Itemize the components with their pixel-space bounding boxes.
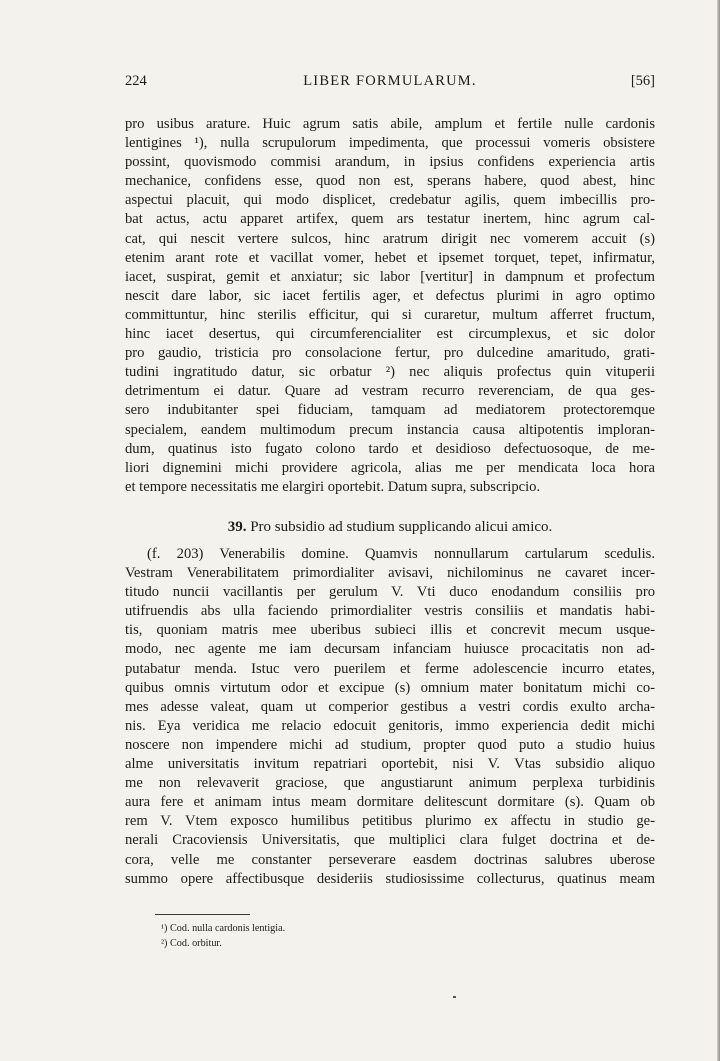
footnote-text: Cod. orbitur.: [170, 937, 222, 949]
text-line: detrimentum ei datur. Quare ad vestram recurro reverenciam, de qua ges-: [125, 383, 655, 400]
text-line: quibus omnis virtutum odor et excipue (s) omnium mater bonitatum michi co-: [125, 679, 655, 696]
text-line: modo, nec agente me iam decursam infanciam huiusce procacitatis non ad-: [125, 641, 655, 658]
text-line: tis, quoniam matris mee uberibus subieci illis et concrevit mecum usque-: [125, 622, 655, 639]
text-line: dum, quatinus isto fugato colono tardo et desidioso defectuosoque, de me-: [125, 440, 655, 457]
text-line: me non relevaverit graciose, que angustiarunt animum perplexa turbidinis: [125, 775, 655, 792]
text-line: possint, quovismodo commisi arandum, in ipsius confidens experiencia artis: [125, 154, 655, 171]
text-line: nis. Eya veridica me relacio edocuit genitoris, immo experiencia dedit michi: [125, 717, 655, 734]
heading-text: Pro subsidio ad studium supplicando alicui amico.: [250, 519, 553, 535]
text-line: liori dignemini michi providere agricola, alias me per mendicata loca hora: [125, 459, 655, 476]
text-line: summo opere affectibusque desideriis studiosissime collecturus, quatinus meam: [125, 870, 655, 887]
text-line: noscere non impendere michi ad studium, propter quod puto a studio huius: [125, 736, 655, 753]
text-line: alme universitatis invitum repatriari oportebit, nisi V. Vtas subsidio aliquo: [125, 756, 655, 773]
text-line: cora, velle me constanter perseverare easdem doctrinas salubres uberose: [125, 851, 655, 868]
text-line: committuntur, hinc sterilis efficitur, qui si curaretur, multum afferret fructum,: [125, 306, 655, 323]
running-title: LIBER FORMULARUM.: [303, 73, 477, 89]
text-line: pro usibus arature. Huic agrum satis abile, amplum et fertile nulle cardonis: [125, 116, 655, 132]
text-line: tudini ingratitudo datur, sic orbatur ²) nec aliquis profectus quin vituperii: [125, 364, 655, 381]
running-header: [125, 73, 655, 95]
footnote-2: [161, 937, 285, 952]
text-line: nescit dare labor, sic iacet fertilis ager, et defectus plurimi in agro optimo: [125, 287, 655, 304]
text-line: putabatur menda. Istuc vero puerilem et ferme adolescencie incurro etates,: [125, 660, 655, 677]
text-line: utifruendis abs ulla faciendo primordialiter vestris consiliis et mandatis habi-: [125, 603, 655, 620]
footnote-rule: [155, 914, 250, 915]
text-line: sero indubitanter spei fiduciam, tamquam ad mediatorem protectoremque: [125, 402, 655, 419]
paragraph-1: [125, 115, 655, 497]
heading-number: 39.: [227, 519, 247, 535]
footnote-mark: ¹): [161, 923, 168, 934]
text-line: Vestram Venerabilitatem primordialiter avisavi, nichilominus ne cavaret incer-: [125, 565, 655, 582]
text-line: mechanice, confidens esse, quod non est, sperans habere, quod abest, hinc: [125, 173, 655, 190]
text-line: et tempore necessitatis me elargiri oportebit. Datum supra, subscripcio.: [125, 478, 541, 495]
footnotes: [161, 922, 285, 951]
footnote-mark: ²): [161, 937, 168, 949]
page-number: 224: [125, 73, 147, 89]
text-line: iacet, suspirat, gemit et anxiatur; sic labor [vertitur] in dampnum et profectum: [125, 268, 655, 285]
text-line: titudo nuncii vacillantis per gerulum V. Vti duco enodandum consiliis pro: [125, 584, 655, 601]
footnote-text: Cod. nulla cardonis lentigia.: [170, 923, 286, 934]
text-line: rem V. Vtem exposco humilibus petitibus plurimo ex affectu in studio ge-: [125, 813, 655, 830]
paragraph-2: [125, 545, 655, 889]
text-line: hinc iacet desertus, qui circumferencialiter est circumplexus, et sic dolor: [125, 326, 655, 343]
text-line: lentigines ¹), nulla scrupulorum impedimenta, que processui vomeris obsistere: [125, 135, 655, 152]
text-line: bat actus, actu apparet artifex, quem ars testatur inertem, hinc agrum cal-: [125, 211, 655, 228]
footnote-1: [161, 922, 285, 937]
text-line: aura fere et animam intus meam dormitare delitescunt dormitare (s). Quam ob: [125, 794, 655, 811]
text-line: nerali Cracoviensis Universitatis, que multiplici clara fulget doctrina et de-: [125, 832, 655, 849]
text-line: cat, qui nescit vertere sulcos, hinc aratrum dirigit nec vomerem accuit (s): [125, 230, 655, 247]
section-number: [56]: [630, 73, 655, 89]
text-line: specialem, eandem multimodum precum instancia causa altipotentis imploran-: [125, 421, 655, 438]
section-heading: [125, 519, 655, 536]
text-line: pro gaudio, tristicia pro consolacione fertur, pro dulcedine amaritudo, grati-: [125, 345, 655, 362]
text-line: (f. 203) Venerabilis domine. Quamvis nonnullarum cartularum scedulis.: [147, 546, 655, 562]
text-line: mes adesse valeat, quam ut comperior gestibus a vestri cordis exulto archa-: [125, 698, 655, 715]
page-speck: [453, 996, 456, 998]
text-line: aspectui placuit, qui modo displicet, credebatur agilis, quem imbecillis pro-: [125, 192, 655, 209]
text-line: etenim arant rote et vacillat vomer, hebet et ipsemet torquet, tepet, infirmatur,: [125, 249, 655, 266]
